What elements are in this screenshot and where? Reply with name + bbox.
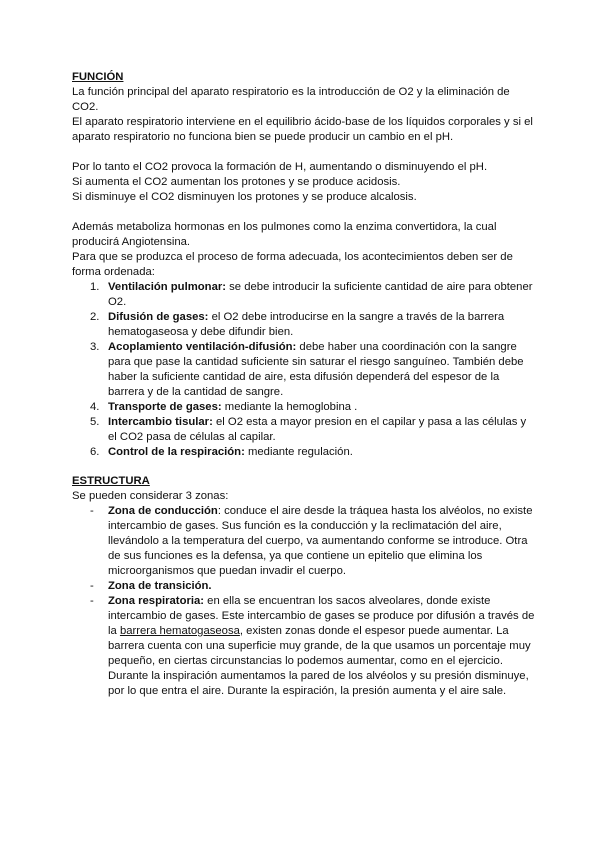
list-number: 5.	[90, 416, 100, 428]
list-term: Zona de transición.	[108, 580, 212, 592]
spacer	[72, 460, 536, 474]
list-item	[72, 340, 536, 400]
underlined-term: barrera hematogaseosa	[119, 625, 240, 637]
list-item	[72, 280, 536, 310]
list-term: Difusión de gases:	[108, 311, 209, 323]
list-number: 1.	[90, 281, 100, 293]
dash-bullet: -	[90, 580, 94, 592]
list-item	[72, 400, 536, 415]
list-term: Transporte de gases:	[108, 401, 222, 413]
process-steps-list	[72, 280, 536, 460]
list-item	[72, 310, 536, 340]
list-text: , existen zonas donde el espesor puede aumentar. La barrera cuenta con una superficie muy grande, de la que usamos un porcentaje muy pequeño, en ciertas circunstancias lo podemos aumentar, como en el ejercicio. Durante la inspiración aumentamos la pared de los alvéolos y su presión disminuye, por lo que entra el aire. Durante la espiración, la presión aumenta y el aire sale.	[108, 625, 531, 697]
spacer	[72, 205, 536, 220]
list-term: Control de la respiración:	[108, 446, 245, 458]
list-number: 4.	[90, 401, 100, 413]
list-term: Ventilación pulmonar:	[108, 281, 227, 293]
paragraph: El aparato respiratorio interviene en el equilibrio ácido-base de los líquidos corporales y si el aparato respiratorio no funciona bien se puede producir un cambio en el pH.	[72, 116, 533, 143]
list-item	[72, 504, 536, 579]
list-text: en ella se encuentran los sacos alveolares, donde existe intercambio de gases. Este intercambio de gases se produce por difusión a través de la	[108, 595, 535, 637]
list-item	[72, 579, 536, 594]
list-term: Zona respiratoria:	[108, 595, 205, 607]
list-term: Zona de conducción	[108, 505, 218, 517]
list-text: debe haber una coordinación con la sangre para que pase la cantidad suficiente sin saturar el riesgo sanguíneo. También debe haber la suficiente cantidad de aire, esta difusión dependerá del espesor de la barrera y de la cantidad de sangre.	[108, 341, 524, 398]
list-text: el O2 esta a mayor presion en el capilar y pasa a las células y el CO2 pasa de células al capilar.	[108, 416, 527, 443]
list-number: 3.	[90, 341, 100, 353]
list-text: mediante regulación.	[244, 446, 353, 458]
spacer	[72, 145, 536, 160]
list-item	[72, 415, 536, 445]
list-number: 6.	[90, 446, 100, 458]
section-heading-funcion: FUNCIÓN	[72, 71, 124, 83]
paragraph: La función principal del aparato respiratorio es la introducción de O2 y la eliminación de CO2.	[72, 86, 510, 113]
list-item	[72, 594, 536, 699]
paragraph: Para que se produzca el proceso de forma adecuada, los acontecimientos deben ser de forma ordenada:	[72, 251, 513, 278]
dash-bullet: -	[90, 505, 94, 517]
list-text: el O2 debe introducirse en la sangre a través de la barrera hematogaseosa y debe difundir bien.	[108, 311, 505, 338]
list-text: mediante la hemoglobina .	[221, 401, 358, 413]
list-item	[72, 445, 536, 460]
dash-bullet: -	[90, 595, 94, 607]
list-term: Intercambio tisular:	[108, 416, 213, 428]
paragraph: Si disminuye el CO2 disminuyen los protones y se produce alcalosis.	[72, 191, 417, 203]
list-text: : conduce el aire desde la tráquea hasta los alvéolos, no existe intercambio de gases. Sus función es la conducción y la reclimatación del aire, llevándolo a la temperatura del cuerpo, va aumentando conforme se introduce. Otra de sus funciones es la defensa, ya que contiene un epitelio que elimina los microorganismos que puedan invadir el cuerpo.	[108, 505, 533, 577]
zones-list	[72, 504, 536, 699]
list-term: Acoplamiento ventilación-difusión:	[108, 341, 297, 353]
list-number: 2.	[90, 311, 100, 323]
paragraph: Por lo tanto el CO2 provoca la formación de H, aumentando o disminuyendo el pH.	[72, 161, 488, 173]
paragraph: Además metaboliza hormonas en los pulmones como la enzima convertidora, la cual producirá Angiotensina.	[72, 221, 497, 248]
list-text: se debe introducir la suficiente cantidad de aire para obtener O2.	[108, 281, 533, 308]
paragraph: Si aumenta el CO2 aumentan los protones y se produce acidosis.	[72, 176, 401, 188]
paragraph: Se pueden considerar 3 zonas:	[72, 490, 229, 502]
section-heading-estructura: ESTRUCTURA	[72, 475, 150, 487]
